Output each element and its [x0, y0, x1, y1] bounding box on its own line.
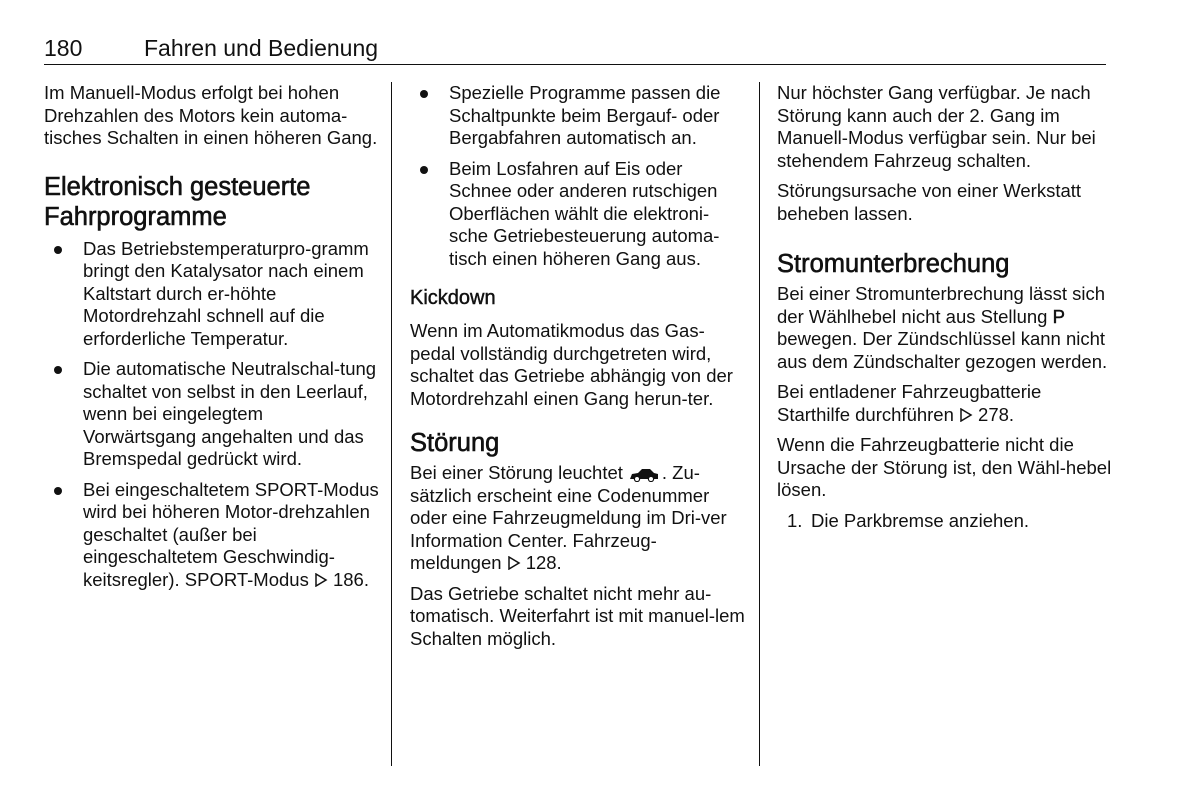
page-reference-icon [959, 408, 973, 422]
page-reference[interactable]: 128. [525, 552, 562, 573]
heading-fahrprogramme [44, 172, 379, 232]
strom-text-1: Bei einer Stromunterbrechung lässt sich der Wählhebel nicht aus Stellung [777, 283, 1106, 327]
column-2 [410, 82, 745, 658]
list-item-text: Spezielle Programme passen die Schaltpunkte beim Bergauf- oder Bergabfahren automatisch an. [449, 82, 721, 148]
list-item [410, 82, 745, 150]
column-1 [44, 82, 379, 599]
stoerung-paragraph [410, 462, 745, 575]
list-item-text: Beim Losfahren auf Eis oder Schnee oder anderen rutschigen Oberflächen wählt die elektroni-sche Getriebesteuerung automa-tisch einen höheren Gang aus. [449, 157, 720, 269]
step-item [777, 510, 1112, 533]
list-item [44, 479, 379, 592]
stoerung-text-2: . Zu-sätzlich erscheint eine Codenummer oder eine Fahrzeugmeldung im Dri-ver Information Center. Fahrzeug-meldungen [410, 462, 727, 573]
bullet-icon [54, 246, 62, 254]
strom-text-2: bewegen. Der Zündschlüssel kann nicht aus dem Zündschalter gezogen werden. [777, 328, 1108, 372]
column-3 [777, 82, 1112, 540]
intro-text-2: tisches Schalten in einen höheren Gang. [44, 127, 378, 148]
strom-paragraph-2 [777, 381, 1112, 426]
column-divider-1 [391, 82, 392, 766]
column-divider-2 [759, 82, 760, 766]
heading-kickdown: Kickdown [410, 287, 496, 309]
list-item [44, 358, 379, 471]
section-title: Fahren und Bedienung [144, 35, 379, 61]
list-item-text: Bei eingeschaltetem SPORT-Modus wird bei höheren Motor-drehzahlen geschaltet (außer bei eingeschaltetem Geschwindig-keitsregler). SPORT-Modus [83, 478, 379, 590]
list-item-text: Das Betriebstemperaturpro-gramm bringt den Katalysator nach einem Kaltstart durch er-höhte Motordrehzahl schnell auf die erforderliche Temperatur. [83, 237, 369, 349]
page-header [44, 34, 1106, 65]
bullet-icon [420, 166, 428, 174]
werkstatt-paragraph: Störungsursache von einer Werkstatt beheben lassen. [777, 180, 1082, 224]
step-number: 1. [787, 509, 803, 531]
list-item [410, 158, 745, 271]
bullet-icon [54, 366, 62, 374]
page-number: 180 [44, 35, 83, 61]
list-item-text: Die automatische Neutralschal-tung schaltet von selbst in den Leerlauf, wenn bei eingelegtem Vorwärtsgang angehalten und das Bremspedal gedrückt wird. [83, 358, 377, 469]
intro-paragraph [44, 82, 379, 150]
page-reference[interactable]: 278. [978, 403, 1015, 425]
programme-list [410, 82, 745, 270]
intro-text-1: Im Manuell-Modus erfolgt bei hohen Drehzahlen des Motors kein automa- [44, 82, 348, 126]
heading-line-2: Fahrprogramme [44, 202, 227, 231]
bullet-icon [54, 487, 62, 495]
fahrprogramme-list [44, 238, 379, 592]
heading-stoerung: Störung [410, 429, 500, 457]
page-reference-icon [314, 573, 328, 587]
page-reference[interactable]: 186. [332, 568, 369, 590]
step-text: Die Parkbremse anziehen. [811, 509, 1029, 531]
strom-paragraph-1 [777, 283, 1112, 373]
strom-text-3: Bei entladener Fahrzeugbatterie Starthilfe durchführen [777, 381, 1042, 425]
strom-paragraph-3: Wenn die Fahrzeugbatterie nicht die Ursache der Störung ist, den Wähl-hebel lösen. [777, 434, 1112, 500]
gear-position-p: P [1052, 305, 1065, 327]
list-item [44, 238, 379, 351]
bullet-icon [420, 90, 428, 98]
page-reference-icon [507, 556, 521, 570]
heading-stromunterbrechung: Stromunterbrechung [777, 250, 1010, 278]
heading-line-1: Elektronisch gesteuerte [44, 172, 311, 201]
stoerung-text-1: Bei einer Störung leuchtet [410, 462, 623, 483]
transmission-warning-icon [629, 466, 659, 482]
gang-paragraph: Nur höchster Gang verfügbar. Je nach Störung kann auch der 2. Gang im Manuell-Modus verfügbar sein. Nur bei stehendem Fahrzeug schalten. [777, 82, 1096, 171]
kickdown-paragraph: Wenn im Automatikmodus das Gas-pedal vollständig durchgetreten wird, schaltet das Getriebe abhängig von der Motordrehzahl einen Gang herun-ter. [410, 320, 733, 409]
stoerung-paragraph-2: Das Getriebe schaltet nicht mehr au-tomatisch. Weiterfahrt ist mit manuel-lem Schalten möglich. [410, 582, 745, 649]
